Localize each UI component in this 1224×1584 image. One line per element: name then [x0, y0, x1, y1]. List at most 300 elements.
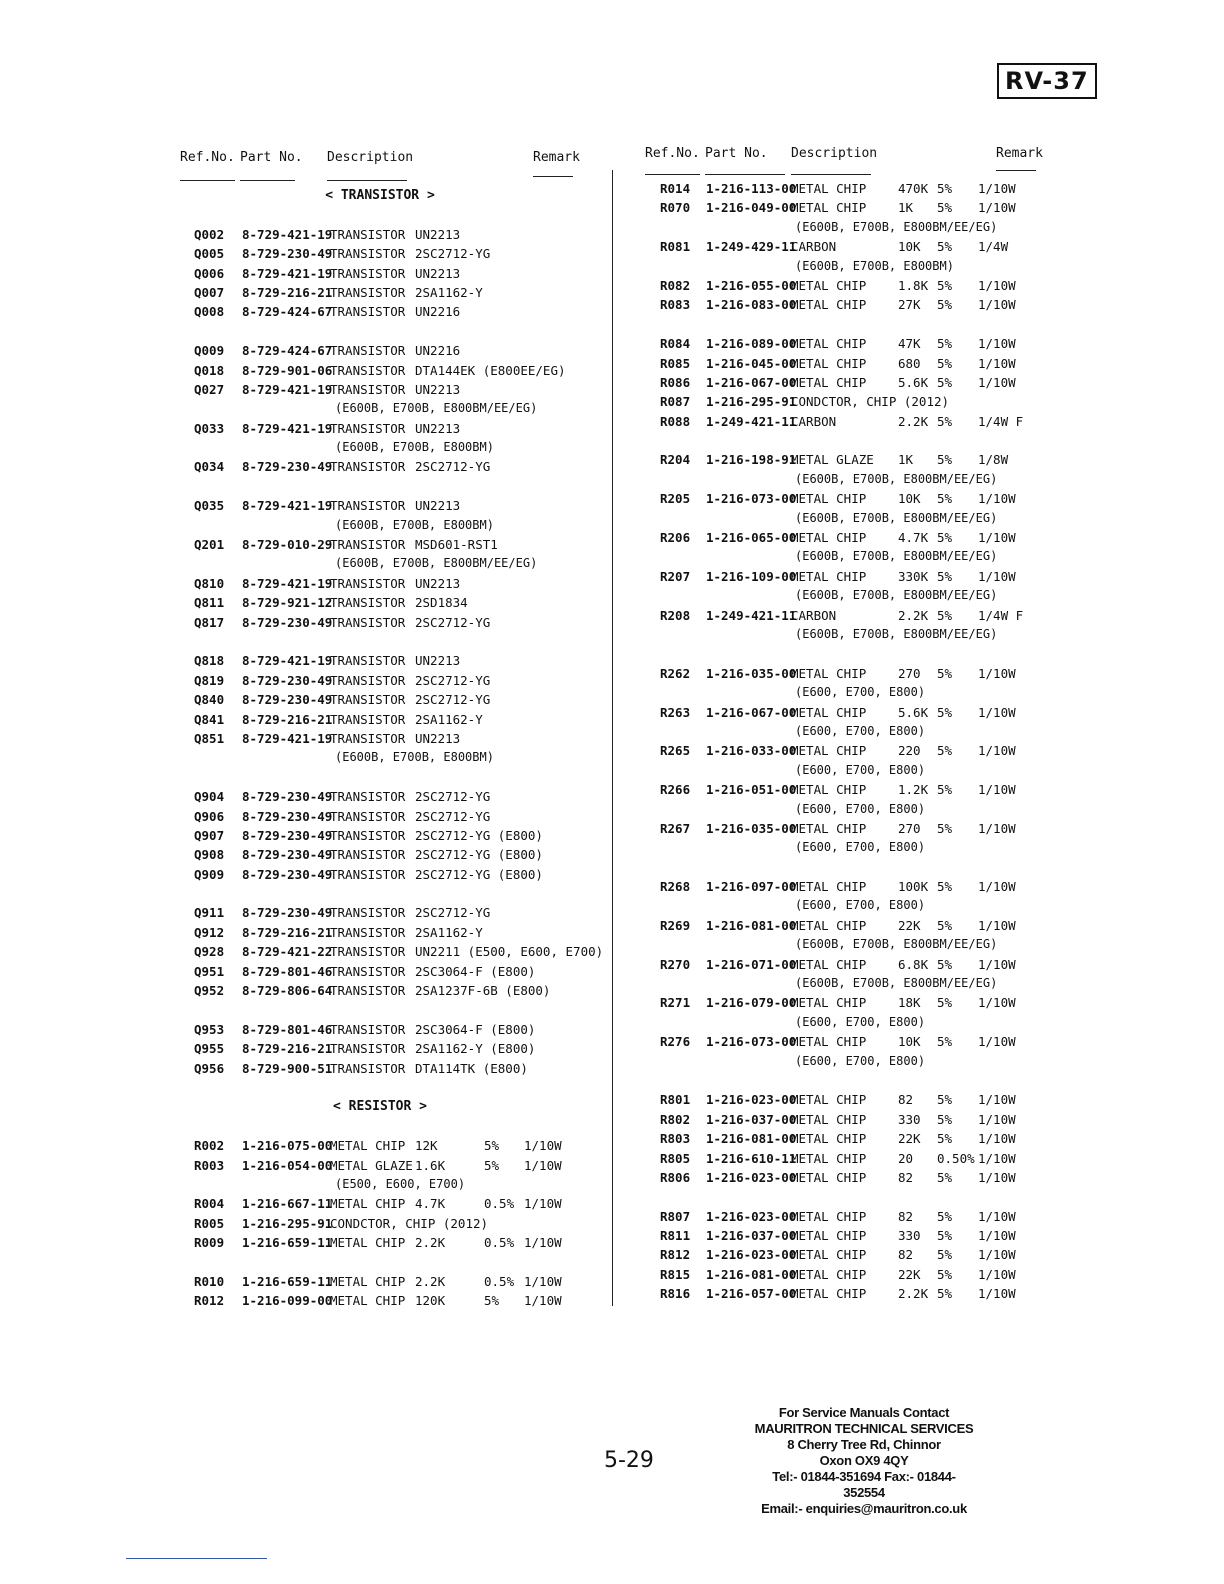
part-row — [645, 1247, 1040, 1266]
cell-pw: 1/4W — [978, 239, 1009, 255]
part-row — [645, 879, 1040, 898]
part-row — [645, 394, 1040, 413]
cell-part: 1-216-067-00 — [706, 704, 797, 720]
part-row — [180, 828, 580, 847]
cell-tol: 5% — [937, 782, 953, 798]
part-row — [645, 356, 1040, 375]
part-row — [180, 498, 580, 517]
spacer — [645, 1073, 1040, 1092]
cell-ref: R815 — [660, 1266, 691, 1282]
cell-desc: METAL CHIP — [791, 1092, 867, 1108]
cell-part: 8-729-230-49 — [242, 692, 333, 708]
cell-part: 1-216-081-00 — [706, 917, 797, 933]
cell-ref: Q006 — [194, 265, 225, 281]
cell-part: 8-729-230-49 — [242, 808, 333, 824]
cell-pw: 1/10W — [978, 355, 1016, 371]
part-row — [645, 491, 1040, 510]
cell-val: 4.7K — [898, 530, 929, 546]
cell-ref: R263 — [660, 704, 691, 720]
part-row — [645, 1228, 1040, 1247]
cell-tol: 5% — [937, 568, 953, 584]
cell-part: 1-216-081-00 — [706, 1266, 797, 1282]
cell-val: UN2213 — [415, 265, 461, 281]
part-row — [180, 1138, 580, 1157]
cell-desc: METAL CHIP — [791, 782, 867, 798]
note-text: (E600B, E700B, E800BM) — [335, 440, 494, 455]
part-row — [180, 1022, 580, 1041]
note-text: (E600B, E700B, E800BM/EE/EG) — [795, 219, 998, 234]
part-row — [645, 1131, 1040, 1150]
variant-note — [180, 518, 580, 537]
cell-desc: METAL CHIP — [330, 1235, 406, 1251]
cell-ref: Q817 — [194, 614, 225, 630]
cell-desc: TRANSISTOR — [330, 595, 406, 611]
cell-part: 1-216-198-91 — [706, 452, 797, 468]
cell-part: 8-729-230-49 — [242, 827, 333, 843]
cell-val: 2SC2712-YG (E800) — [415, 827, 543, 843]
cell-desc: METAL CHIP — [791, 1131, 867, 1147]
cell-ref: R085 — [660, 355, 691, 371]
cell-part: 8-729-421-22 — [242, 944, 333, 960]
cell-val: 1K — [898, 200, 914, 216]
cell-val: 330 — [898, 1228, 921, 1244]
cell-part: 1-216-065-00 — [706, 530, 797, 546]
cell-tol: 5% — [937, 1286, 953, 1302]
part-row — [645, 530, 1040, 549]
cell-desc: TRANSISTOR — [330, 265, 406, 281]
part-row — [645, 336, 1040, 355]
cell-desc: TRANSISTOR — [330, 827, 406, 843]
spacer — [180, 1254, 580, 1273]
cell-tol: 5% — [937, 239, 953, 255]
cell-tol: 0.5% — [484, 1273, 515, 1289]
cell-desc: TRANSISTOR — [330, 711, 406, 727]
cell-ref: R267 — [660, 820, 691, 836]
part-row — [180, 363, 580, 382]
variant-note — [180, 440, 580, 459]
cell-part: 1-216-023-00 — [706, 1169, 797, 1185]
cell-desc: TRANSISTOR — [330, 343, 406, 359]
cell-part: 8-729-421-19 — [242, 226, 333, 242]
cell-pw: 1/10W — [978, 1247, 1016, 1263]
cell-val: 82 — [898, 1092, 914, 1108]
section-title: < TRANSISTOR > — [325, 188, 435, 203]
cell-val: 4.7K — [415, 1196, 446, 1212]
cell-part: 8-729-421-19 — [242, 381, 333, 397]
variant-note — [645, 976, 1040, 995]
cell-part: 1-249-429-11 — [706, 239, 797, 255]
underline — [327, 180, 407, 181]
part-row — [180, 343, 580, 362]
cell-ref: R084 — [660, 336, 691, 352]
column-divider — [612, 170, 613, 1306]
cell-tol: 5% — [937, 956, 953, 972]
cell-val: 2SD1834 — [415, 595, 468, 611]
note-text: (E600B, E700B, E800BM/EE/EG) — [795, 471, 998, 486]
cell-part: 1-216-033-00 — [706, 743, 797, 759]
cell-desc: METAL CHIP — [791, 277, 867, 293]
cell-part: 8-729-801-46 — [242, 963, 333, 979]
cell-pw: 1/10W — [524, 1138, 562, 1154]
cell-part: 1-216-071-00 — [706, 956, 797, 972]
cell-desc: METAL CHIP — [791, 491, 867, 507]
cell-val: 2SC2712-YG (E800) — [415, 866, 543, 882]
cell-ref: R811 — [660, 1228, 691, 1244]
cell-desc: CARBON — [791, 413, 837, 429]
variant-note — [645, 259, 1040, 278]
part-row — [180, 944, 604, 963]
cell-val: 10K — [898, 239, 921, 255]
cell-ref: Q033 — [194, 420, 225, 436]
cell-pw: 1/10W — [978, 782, 1016, 798]
cell-desc: METAL CHIP — [330, 1196, 406, 1212]
cell-val: 2SC2712-YG — [415, 808, 491, 824]
cell-val: 220 — [898, 743, 921, 759]
cell-pw: 1/10W — [978, 1150, 1016, 1166]
underline — [996, 170, 1036, 171]
cell-desc: TRANSISTOR — [330, 653, 406, 669]
cell-desc: TRANSISTOR — [330, 284, 406, 300]
cell-part: 8-729-900-51 — [242, 1060, 333, 1076]
cell-val: 10K — [898, 491, 921, 507]
part-row — [645, 743, 1040, 762]
part-row — [180, 537, 580, 556]
cell-val: 1.8K — [898, 277, 929, 293]
page-number: 5-29 — [604, 1448, 654, 1473]
spacer — [645, 646, 1040, 665]
cell-part: 1-216-035-00 — [706, 665, 797, 681]
cell-desc: TRANSISTOR — [330, 789, 406, 805]
cell-part: 1-216-051-00 — [706, 782, 797, 798]
note-text: (E600, E700, E800) — [795, 840, 926, 855]
variant-note — [645, 724, 1040, 743]
cell-desc: METAL CHIP — [791, 374, 867, 390]
part-row — [180, 227, 580, 246]
cell-part: 1-249-421-11 — [706, 607, 797, 623]
cell-val: 2SC2712-YG — [415, 789, 491, 805]
cell-pw: 1/10W — [978, 568, 1016, 584]
cell-desc: METAL CHIP — [791, 1208, 867, 1224]
cell-part: 1-216-073-00 — [706, 491, 797, 507]
cell-tol: 5% — [484, 1157, 500, 1173]
cell-part: 8-729-216-21 — [242, 711, 333, 727]
cell-part: 8-729-216-21 — [242, 1041, 333, 1057]
cell-part: 8-729-421-19 — [242, 575, 333, 591]
cell-part: 8-729-230-49 — [242, 866, 333, 882]
cell-tol: 5% — [937, 820, 953, 836]
contact-line: Oxon OX9 4QY — [819, 1453, 909, 1468]
part-row — [180, 925, 580, 944]
note-text: (E600, E700, E800) — [795, 762, 926, 777]
right-rows — [645, 181, 1040, 1306]
cell-desc: TRANSISTOR — [330, 614, 406, 630]
cell-ref: R010 — [194, 1273, 225, 1289]
cell-desc: METAL CHIP — [791, 704, 867, 720]
cell-val: MSD601-RST1 — [415, 537, 498, 553]
cell-desc: TRANSISTOR — [330, 381, 406, 397]
cell-val: 120K — [415, 1293, 446, 1309]
part-row — [645, 1112, 1040, 1131]
cell-val: 20 — [898, 1150, 914, 1166]
spacer — [180, 1119, 580, 1138]
part-row — [645, 1286, 1040, 1305]
cell-desc: TRANSISTOR — [330, 905, 406, 921]
part-row — [180, 459, 580, 478]
cell-tol: 5% — [937, 665, 953, 681]
cell-desc: METAL CHIP — [791, 1111, 867, 1127]
note-text: (E600B, E700B, E800BM/EE/EG) — [795, 976, 998, 991]
cell-ref: R208 — [660, 607, 691, 623]
cell-val: UN2213 — [415, 381, 461, 397]
cell-ref: R803 — [660, 1131, 691, 1147]
cell-pw: 1/10W — [978, 181, 1016, 196]
part-row — [180, 421, 580, 440]
cell-pw: 1/8W — [978, 452, 1009, 468]
part-row — [180, 653, 580, 672]
part-row — [180, 382, 580, 401]
cell-pw: 1/10W — [978, 1266, 1016, 1282]
cell-pw: 1/10W — [978, 530, 1016, 546]
cell-ref: R205 — [660, 491, 691, 507]
part-row — [645, 782, 1040, 801]
cell-part: 1-216-667-11 — [242, 1196, 333, 1212]
cell-ref: R265 — [660, 743, 691, 759]
cell-desc: METAL CHIP — [791, 1034, 867, 1050]
cell-desc: METAL CHIP — [791, 956, 867, 972]
cell-desc: METAL GLAZE — [330, 1157, 413, 1173]
contact-line: For Service Manuals Contact — [778, 1405, 950, 1420]
cell-tol: 5% — [937, 1034, 953, 1050]
cell-pw: 1/10W — [978, 1111, 1016, 1127]
cell-pw: 1/10W — [978, 956, 1016, 972]
part-row — [645, 297, 1040, 316]
part-row — [645, 239, 1040, 258]
cell-ref: Q904 — [194, 789, 225, 805]
cell-desc: METAL CHIP — [791, 879, 867, 895]
spacer — [645, 433, 1040, 452]
cell-desc: METAL CHIP — [791, 1286, 867, 1302]
cell-desc: TRANSISTOR — [330, 672, 406, 688]
cell-ref: Q811 — [194, 595, 225, 611]
cell-val: 2SC2712-YG — [415, 905, 491, 921]
cell-desc: METAL CHIP — [791, 917, 867, 933]
bottom-rule — [126, 1558, 267, 1559]
cell-val: 2SC2712-YG — [415, 614, 491, 630]
cell-ref: R271 — [660, 995, 691, 1011]
note-text: (E600, E700, E800) — [795, 1014, 926, 1029]
cell-ref: R003 — [194, 1157, 225, 1173]
cell-ref: R266 — [660, 782, 691, 798]
cell-desc: TRANSISTOR — [330, 808, 406, 824]
part-row — [645, 278, 1040, 297]
cell-ref: R088 — [660, 413, 691, 429]
cell-desc: METAL CHIP — [791, 995, 867, 1011]
cell-part: 8-729-230-49 — [242, 905, 333, 921]
part-row — [180, 1293, 580, 1312]
cell-tol: 5% — [937, 336, 953, 352]
variant-note — [180, 1177, 580, 1196]
cell-ref: Q819 — [194, 672, 225, 688]
cell-tol: 5% — [937, 1131, 953, 1147]
cell-part: 1-216-037-00 — [706, 1111, 797, 1127]
cell-desc: TRANSISTOR — [330, 944, 406, 960]
cell-desc: TRANSISTOR — [330, 1041, 406, 1057]
part-row — [645, 452, 1040, 471]
cell-part: 1-249-421-11 — [706, 413, 797, 429]
note-text: (E600B, E700B, E800BM) — [335, 750, 494, 765]
underline — [705, 174, 785, 175]
cell-ref: R816 — [660, 1286, 691, 1302]
cell-ref: Q005 — [194, 246, 225, 262]
part-row — [645, 1267, 1040, 1286]
cell-pw: 1/10W — [978, 297, 1016, 313]
cell-pw: 1/4W F — [978, 413, 1024, 429]
variant-note — [645, 763, 1040, 782]
cell-ref: Q841 — [194, 711, 225, 727]
cell-tol: 5% — [937, 1092, 953, 1108]
part-row — [180, 1158, 580, 1177]
cell-pw: 1/10W — [978, 1092, 1016, 1108]
cell-part: 1-216-023-00 — [706, 1208, 797, 1224]
cell-tol: 5% — [937, 1266, 953, 1282]
part-row — [180, 246, 580, 265]
cell-desc: TRANSISTOR — [330, 226, 406, 242]
cell-part: 1-216-113-00 — [706, 181, 797, 196]
cell-part: 8-729-230-49 — [242, 614, 333, 630]
cell-part: 8-729-230-49 — [242, 246, 333, 262]
cell-val: 2SA1162-Y (E800) — [415, 1041, 536, 1057]
cell-val: 2SC2712-YG — [415, 459, 491, 475]
spacer — [180, 479, 580, 498]
cell-desc: METAL CHIP — [791, 743, 867, 759]
cell-tol: 5% — [937, 1228, 953, 1244]
cell-ref: Q851 — [194, 730, 225, 746]
cell-part: 8-729-421-19 — [242, 498, 333, 514]
cell-desc: METAL CHIP — [791, 200, 867, 216]
cell-val: 100K — [898, 879, 929, 895]
cell-desc: CARBON — [791, 607, 837, 623]
cell-ref: Q928 — [194, 944, 225, 960]
cell-ref: R086 — [660, 374, 691, 390]
cell-part: 1-216-089-00 — [706, 336, 797, 352]
cell-val: 2SC2712-YG — [415, 246, 491, 262]
cell-desc: METAL CHIP — [791, 355, 867, 371]
cell-desc: METAL GLAZE — [791, 452, 874, 468]
cell-desc: METAL CHIP — [330, 1138, 406, 1154]
cell-desc: TRANSISTOR — [330, 420, 406, 436]
cell-val: UN2213 — [415, 575, 461, 591]
cell-tol: 5% — [484, 1138, 500, 1154]
cell-tol: 5% — [937, 491, 953, 507]
part-row — [180, 809, 580, 828]
cell-val: 47K — [898, 336, 921, 352]
cell-ref: R802 — [660, 1111, 691, 1127]
cell-desc: TRANSISTOR — [330, 692, 406, 708]
cell-part: 8-729-230-49 — [242, 789, 333, 805]
cell-pw: 1/10W — [978, 665, 1016, 681]
cell-part: 8-729-421-19 — [242, 653, 333, 669]
cell-tol: 5% — [937, 277, 953, 293]
cell-tol: 5% — [937, 355, 953, 371]
cell-val: 2SC3064-F (E800) — [415, 1021, 536, 1037]
cell-pw: 1/10W — [978, 743, 1016, 759]
cell-ref: R005 — [194, 1215, 225, 1231]
cell-desc: TRANSISTOR — [330, 498, 406, 514]
cell-desc: TRANSISTOR — [330, 304, 406, 320]
cell-ref: Q818 — [194, 653, 225, 669]
cell-tol: 5% — [937, 743, 953, 759]
part-row — [180, 789, 580, 808]
part-row — [645, 1170, 1040, 1189]
cell-val: 6.8K — [898, 956, 929, 972]
cell-part: 8-729-806-64 — [242, 983, 333, 999]
part-row — [645, 1151, 1040, 1170]
cell-pw: 1/10W — [524, 1293, 562, 1309]
cell-tol: 5% — [937, 917, 953, 933]
cell-part: 1-216-055-00 — [706, 277, 797, 293]
spacer — [180, 770, 580, 789]
cell-ref: Q008 — [194, 304, 225, 320]
cell-desc: TRANSISTOR — [330, 730, 406, 746]
cell-val: 2.2K — [898, 413, 929, 429]
cell-desc: METAL CHIP — [791, 181, 867, 196]
part-row — [645, 181, 1040, 200]
part-row — [180, 964, 580, 983]
cell-desc: METAL CHIP — [791, 568, 867, 584]
cell-pw: 1/10W — [978, 995, 1016, 1011]
cell-val: 2.2K — [415, 1273, 446, 1289]
cell-tol: 5% — [937, 452, 953, 468]
note-text: (E500, E600, E700) — [335, 1176, 466, 1191]
cell-val: 82 — [898, 1169, 914, 1185]
cell-desc: TRANSISTOR — [330, 1060, 406, 1076]
part-row — [180, 615, 580, 634]
note-text: (E600B, E700B, E800BM/EE/EG) — [795, 626, 998, 641]
cell-part: 8-729-901-06 — [242, 362, 333, 378]
cell-desc: METAL CHIP — [791, 1266, 867, 1282]
note-text: (E600B, E700B, E800BM/EE/EG) — [795, 937, 998, 952]
cell-val: 12K — [415, 1138, 438, 1154]
cell-pw: 1/10W — [978, 491, 1016, 507]
cell-desc: TRANSISTOR — [330, 575, 406, 591]
note-text: (E600, E700, E800) — [795, 801, 926, 816]
cell-tol: 5% — [937, 1169, 953, 1185]
cell-val: 330 — [898, 1111, 921, 1127]
contact-line: 8 Cherry Tree Rd, Chinnor — [787, 1437, 941, 1452]
cell-part: 1-216-023-00 — [706, 1092, 797, 1108]
cell-val: 2SA1162-Y — [415, 924, 483, 940]
cell-part: 8-729-801-46 — [242, 1021, 333, 1037]
cell-tol: 5% — [937, 1111, 953, 1127]
cell-part: 1-216-079-00 — [706, 995, 797, 1011]
cell-ref: R268 — [660, 879, 691, 895]
cell-pw: 1/10W — [978, 336, 1016, 352]
variant-note — [645, 840, 1040, 859]
cell-val: DTA114TK (E800) — [415, 1060, 528, 1076]
cell-val: UN2211 (E500, E600, E700) — [415, 944, 604, 960]
cell-val: 82 — [898, 1208, 914, 1224]
part-row — [645, 918, 1040, 937]
contact-block — [752, 1405, 976, 1517]
cell-ref: Q027 — [194, 381, 225, 397]
part-row — [645, 821, 1040, 840]
model-box: RV-37 — [997, 63, 1097, 99]
note-text: (E600, E700, E800) — [795, 898, 926, 913]
cell-desc: TRANSISTOR — [330, 459, 406, 475]
note-text: (E600B, E700B, E800BM/EE/EG) — [335, 401, 538, 416]
cell-tol: 5% — [937, 181, 953, 196]
cell-part: 1-216-610-11 — [706, 1150, 797, 1166]
